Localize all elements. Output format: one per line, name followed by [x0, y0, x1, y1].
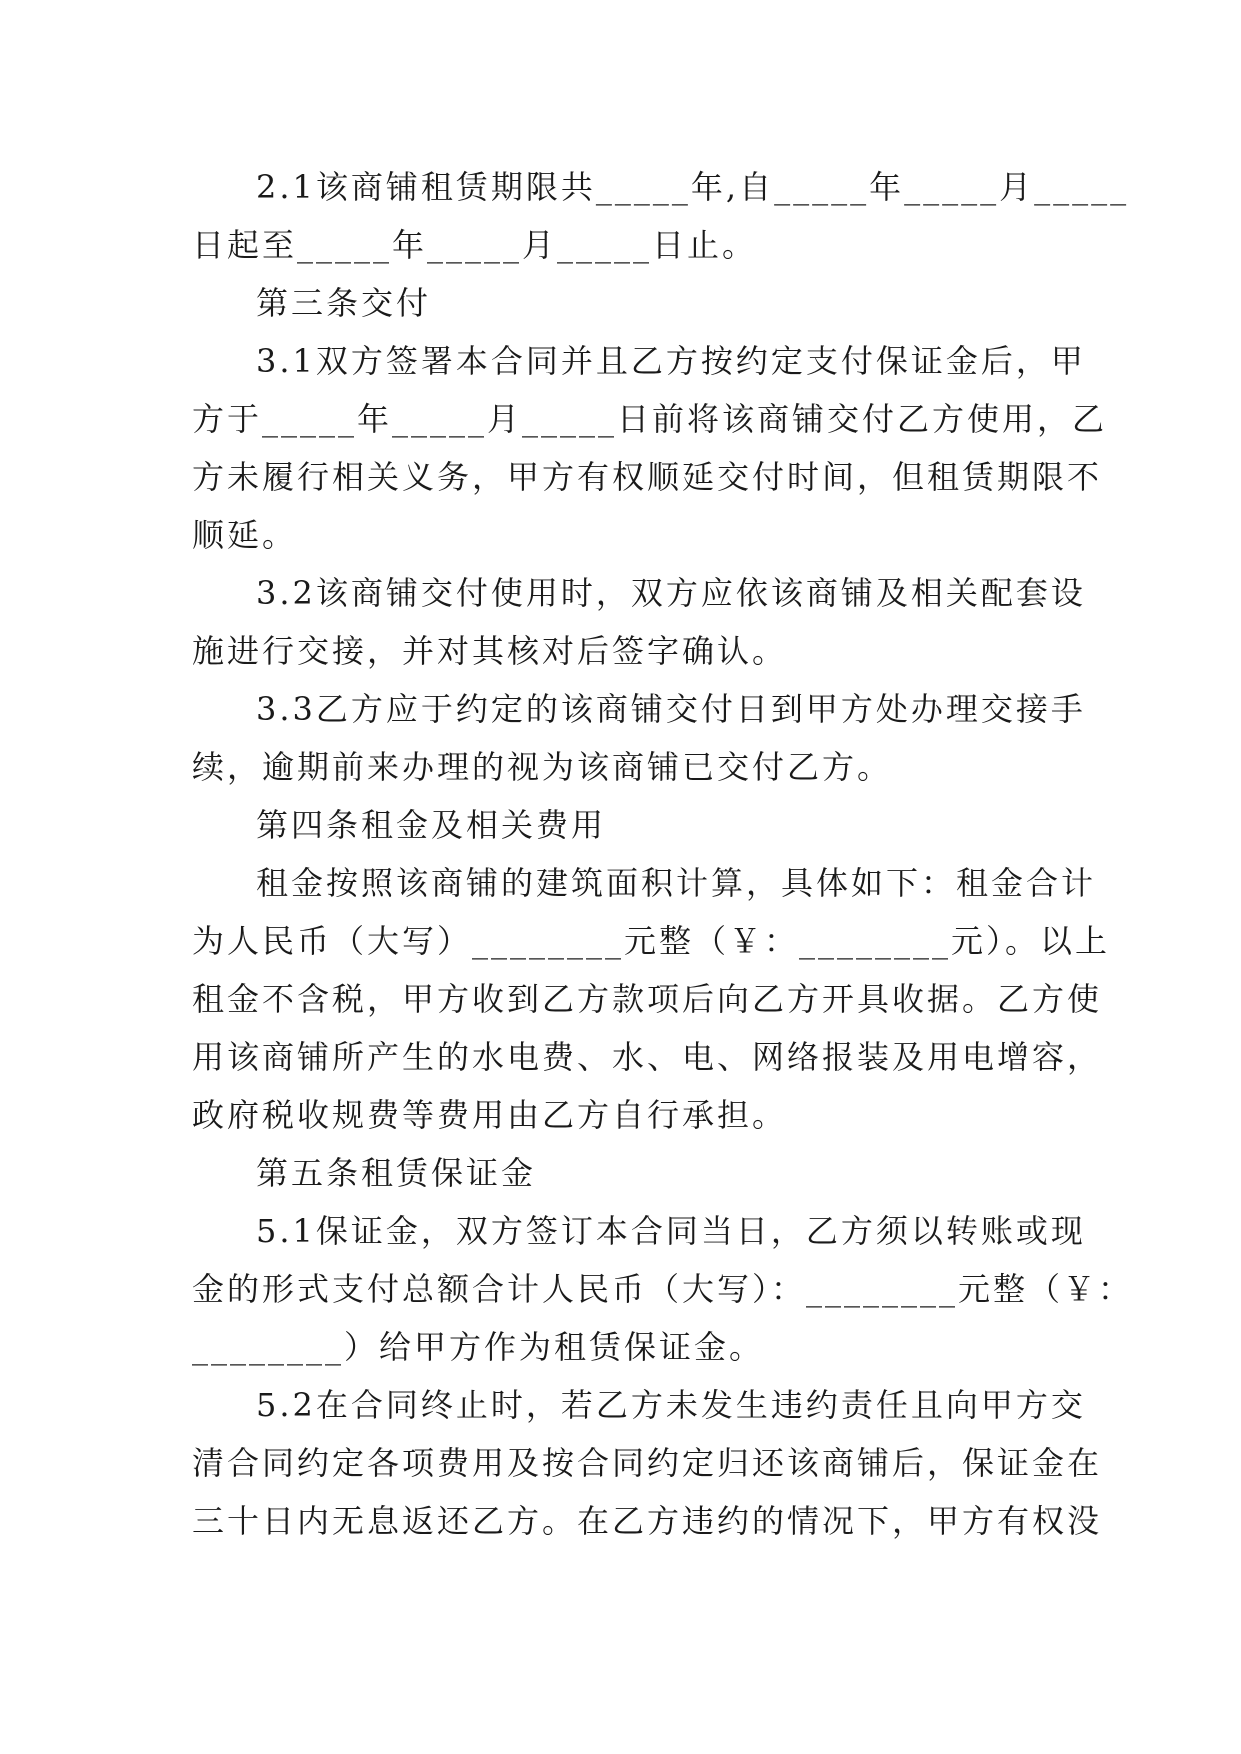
clause-3-2-line-1: 3.2该商铺交付使用时，双方应依该商铺及相关配套设: [256, 574, 1086, 612]
article-3-heading: 第三条交付: [256, 284, 432, 322]
clause-3-3-line-2: 续，逾期前来办理的视为该商铺已交付乙方。: [192, 748, 893, 786]
clause-3-2-line-2: 施进行交接，并对其核对后签字确认。: [192, 632, 788, 670]
article-4-line-2: 为人民币（大写）________元整（￥：________元）。以上: [192, 922, 1111, 960]
clause-5-1-line-2: 金的形式支付总额合计人民币（大写）：________元整（￥：: [192, 1270, 1134, 1308]
clause-5-1-line-3: ________）给甲方作为租赁保证金。: [192, 1328, 765, 1366]
article-4-line-4: 用该商铺所产生的水电费、水、电、网络报装及用电增容，: [192, 1038, 1103, 1076]
clause-3-1-line-4: 顺延。: [192, 516, 298, 554]
clause-5-2-line-1: 5.2在合同终止时，若乙方未发生违约责任且向甲方交: [256, 1386, 1086, 1424]
article-4-line-5: 政府税收规费等费用由乙方自行承担。: [192, 1096, 788, 1134]
article-4-line-1: 租金按照该商铺的建筑面积计算，具体如下：租金合计: [256, 864, 1097, 902]
article-4-line-3: 租金不含税，甲方收到乙方款项后向乙方开具收据。乙方使: [192, 980, 1103, 1018]
clause-5-2-line-3: 三十日内无息返还乙方。在乙方违约的情况下，甲方有权没: [192, 1502, 1103, 1540]
clause-5-1-line-1: 5.1保证金，双方签订本合同当日，乙方须以转账或现: [256, 1212, 1086, 1250]
clause-3-1-line-1: 3.1双方签署本合同并且乙方按约定支付保证金后，甲: [256, 342, 1086, 380]
clause-2-1-line-1: 2.1该商铺租赁期限共_____年,自_____年_____月_____: [256, 168, 1130, 206]
clause-3-3-line-1: 3.3乙方应于约定的该商铺交付日到甲方处办理交接手: [256, 690, 1086, 728]
article-5-heading: 第五条租赁保证金: [256, 1154, 537, 1192]
clause-2-1-line-2: 日起至_____年_____月_____日止。: [192, 226, 758, 264]
clause-3-1-line-2: 方于_____年_____月_____日前将该商铺交付乙方使用，乙: [192, 400, 1108, 438]
clause-5-2-line-2: 清合同约定各项费用及按合同约定归还该商铺后，保证金在: [192, 1444, 1103, 1482]
clause-3-1-line-3: 方未履行相关义务，甲方有权顺延交付时间，但租赁期限不: [192, 458, 1103, 496]
document-body: [192, 158, 1134, 1550]
article-4-heading: 第四条租金及相关费用: [256, 806, 607, 844]
